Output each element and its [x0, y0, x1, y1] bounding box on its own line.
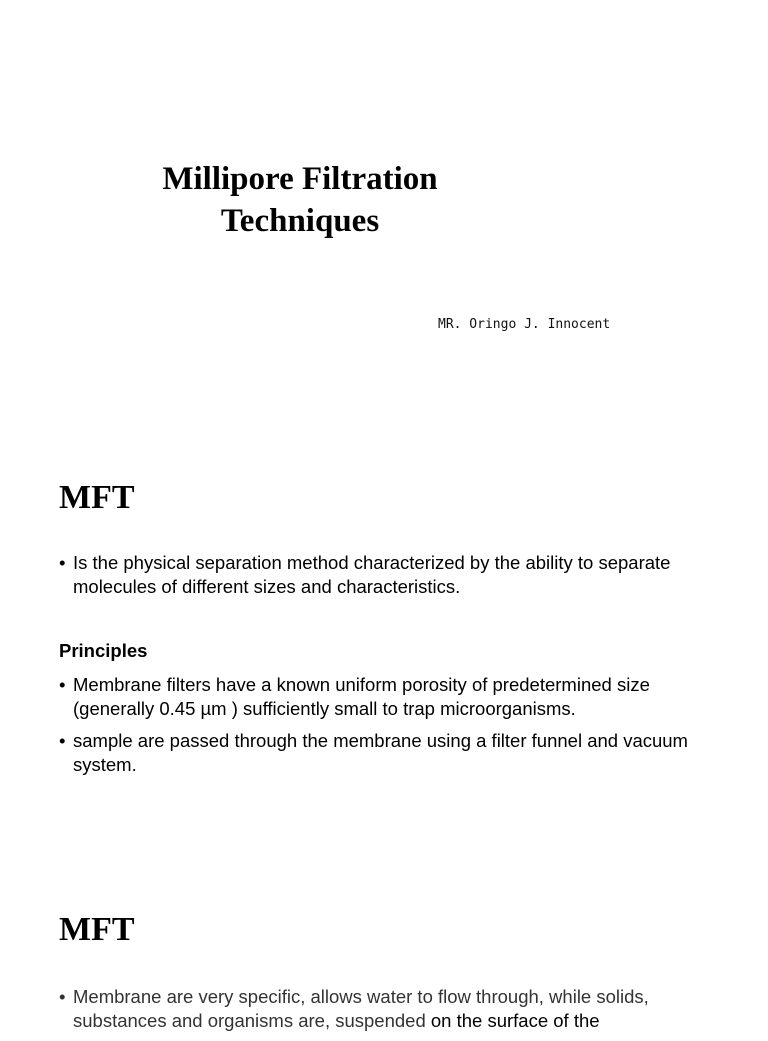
- list-item: [59, 551, 719, 598]
- principles-subheading: Principles: [59, 640, 148, 661]
- title-line-2: Techniques: [220, 203, 380, 239]
- bullet-icon: •: [59, 674, 66, 695]
- bullet-text-part-1: Membrane are very specific, allows water to flow through, while solids, substances and organisms are, suspended: [73, 986, 649, 1031]
- bullet-text-part-2: on the surface of the: [430, 1009, 600, 1031]
- author-name: MR. Oringo J. Innocent: [438, 317, 611, 332]
- bullet-icon: •: [59, 986, 66, 1007]
- list-item: [59, 985, 719, 1032]
- bullet-text: sample are passed through the membrane using a filter funnel and vacuum system.: [73, 730, 688, 775]
- bullet-text: Is the physical separation method characterized by the ability to separate molecules of different sizes and characteristics.: [73, 552, 671, 597]
- title-line-1: Millipore Filtration: [162, 161, 438, 197]
- bullet-text: Membrane filters have a known uniform porosity of predetermined size (generally 0.45 µm ) sufficiently small to trap microorganisms.: [73, 674, 650, 719]
- bullet-icon: •: [59, 730, 66, 751]
- list-item: [59, 673, 719, 720]
- principles-bullet-list: [59, 673, 719, 785]
- slide3-bullet-list: [59, 985, 719, 1041]
- list-item: [59, 729, 719, 776]
- slide-heading: MFT: [59, 479, 135, 516]
- bullet-icon: •: [59, 552, 66, 573]
- slide-heading: MFT: [59, 911, 135, 948]
- intro-bullet-list: [59, 551, 719, 607]
